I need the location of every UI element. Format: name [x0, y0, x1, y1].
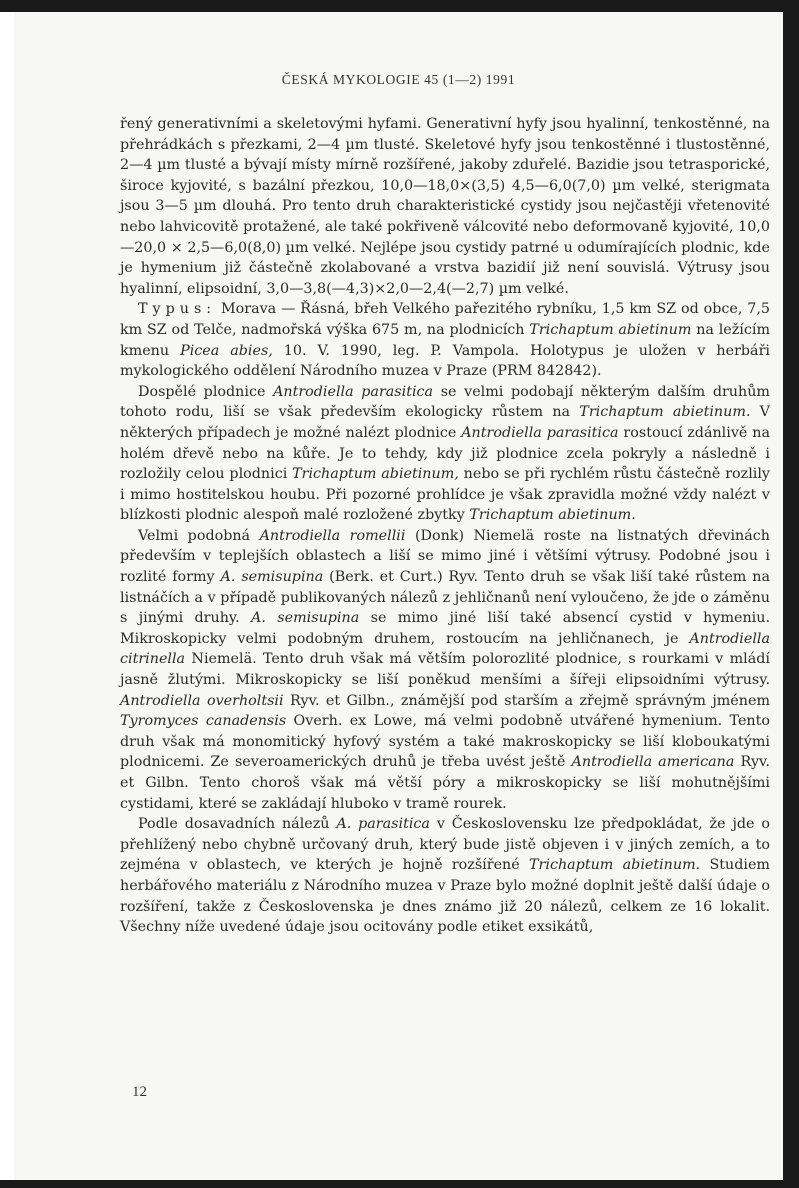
taxon-name: Trichaptum abietinum.: [579, 404, 751, 421]
taxon-name: Tyromyces canadensis: [120, 713, 287, 730]
taxon-name: Trichaptum abietinum,: [292, 466, 459, 483]
text-run: rostoucí zdánlivě na holém dřevě nebo na kůře. Je to tehdy, kdy již plodnice zcela pokryly a následně i rozložily celou plodnici: [120, 424, 770, 483]
taxon-name: Antrodiella romellii: [259, 527, 406, 544]
scan-border-right: [783, 0, 799, 1188]
text-run: se mimo jiné liší také absencí cystid v hymeniu. Mikroskopicky velmi podobným druhem, rostoucím na jehličnanech, je: [120, 610, 770, 647]
taxon-name: Trichaptum abietinum: [529, 321, 692, 338]
paragraph-5: [120, 814, 770, 938]
running-head: ČESKÁ MYKOLOGIE 45 (1—2) 1991: [281, 72, 516, 87]
text-run: (Berk. et Curt.) Ryv. Tento druh se však liší také růstem na listnáčích a v případě publikovaných nálezů z jehličnanů není vyloučeno, že jde o záměnu s jinými druhy.: [120, 569, 770, 627]
text-run: Dospělé plodnice: [138, 383, 274, 400]
text-run: v Československu lze předpokládat, že jde o přehlížený nebo chybně určovaný druh, který bude jistě objeven i v jiných zemích, a to zejména v oblastech, ve kterých je hojně rozšířené: [120, 816, 770, 874]
text-run: Podle dosavadních nálezů: [138, 816, 337, 833]
scan-border-bottom: [0, 1180, 799, 1188]
text-run: nebo se při rychlém růstu částečně rozlily i mimo hostitelskou houbu. Při pozorné prohlídce je však zpravidla možné vždy nalézt v blízkosti plodnic alespoň malé rozložené zbytky: [120, 466, 770, 524]
taxon-name: A. parasitica: [336, 816, 430, 833]
paragraph-3: [120, 382, 770, 526]
taxon-name: Antrodiella americana: [571, 754, 735, 771]
page-number: 12: [132, 1084, 147, 1100]
text-run: Studiem herbářového materiálu z Národního muzea v Praze bylo možné doplnit ještě další údaje o rozšíření, takže z Československa je dnes známo již 20 nálezů, celkem ze 16 lokalit. Všechny níže uvedené údaje jsou ocitovány podle etiket exsikátů,: [120, 857, 770, 936]
article-body: [120, 114, 770, 938]
text-run: Morava — Řásná, břeh Velkého pařezitého rybníku, 1,5 km SZ od obce, 7,5 km SZ od Telče, nadmořská výška 675 m, na plodnicích: [120, 301, 770, 338]
taxon-name: Trichaptum abietinum.: [469, 507, 636, 524]
text-run: Niemelä. Tento druh však má větším polorozlité plodnice, s rourkami v mládí jasně žlutými. Mikroskopicky se liší poněkud menšími a šířeji elipsoidními výtrusy.: [120, 651, 770, 689]
taxon-name: Picea abies,: [180, 342, 273, 359]
text-run: řený generativními a skeletovými hyfami. Generativní hyfy jsou hyalinní, tenkostěnné, na přehrádkách s přezkami, 2—4 µm tlusté. Skeletové hyfy jsou tenkostěnné i tlustostěnné, 2—4 µm tlusté a bývají místy mírně rozšířené, jakoby zduřelé. Bazidie jsou tetrasporické, široce kyjovité, s bazální přezkou, 10,0—18,0×(3,5) 4,5—6,0(7,0) µm velké, sterigmata jsou 3—5 µm dlouhá. Pro tento druh charakteristické cystidy jsou nejčastěji vřetenovité nebo lahvicovitě protažené, ale také pokřiveně válcovité nebo deformovaně kyjovité, 10,0—20,0 × 2,5—6,0(8,0) µm velké. Nejlépe jsou cystidy patrné u odumírajících plodnic, kde je hymenium již částečně zkolabované a vrstva bazidií již není souvislá. Výtrusy jsou hyalinní, elipsoidní, 3,0—3,8(—4,3)×2,0—2,4(—2,7) µm velké.: [120, 116, 770, 297]
text-run: Ryv. et Gilbn. Tento choroš však má větší póry a mikroskopicky se liší mohutnějšími cystidami, které se zakládají hluboko v tramě rourek.: [120, 754, 770, 812]
scan-border-top: [0, 0, 799, 12]
taxon-name: Antrodiella parasitica: [273, 383, 434, 400]
taxon-name: Antrodiella citrinella: [120, 630, 770, 668]
text-run: na ležícím kmenu: [120, 321, 770, 359]
text-run: se velmi podobají některým dalším druhům tohoto rodu, liší se však především ekologicky růstem na: [120, 383, 770, 421]
text-run: Overh. ex Lowe, má velmi podobně utvářené hymenium. Tento druh však má monomitický hyfový systém a také makroskopicky se liší kloboukatými plodnicemi. Ze severoamerických druhů je třeba uvést ještě: [120, 713, 770, 771]
taxon-name: Trichaptum abietinum.: [529, 857, 701, 874]
text-run: Velmi podobná: [138, 527, 260, 544]
text-run: V některých případech je možné nalézt plodnice: [120, 404, 770, 441]
taxon-name: Antrodiella parasitica: [461, 424, 619, 441]
text-run: Ryv. et Gilbn., známější pod starším a zřejmě správným jménem: [283, 692, 770, 709]
taxon-name: Antrodiella overholtsii: [120, 692, 284, 709]
taxon-name: A. semisupina: [220, 569, 324, 586]
paragraph-1: [120, 114, 770, 299]
taxon-name: A. semisupina: [251, 610, 360, 627]
paragraph-2: [120, 299, 770, 381]
text-run: Typus:: [138, 301, 217, 318]
journal-page: [14, 12, 783, 1180]
text-run: (Donk) Niemelä roste na listnatých dřevinách především v teplejších oblastech a liší se mimo jiné i většími výtrusy. Podobné jsou i rozlité formy: [120, 527, 770, 586]
text-run: 10. V. 1990, leg. P. Vampola. Holotypus je uložen v herbáři mykologického oddělení Národního muzea v Praze (PRM 842842).: [120, 342, 770, 380]
paragraph-4: [120, 526, 770, 814]
